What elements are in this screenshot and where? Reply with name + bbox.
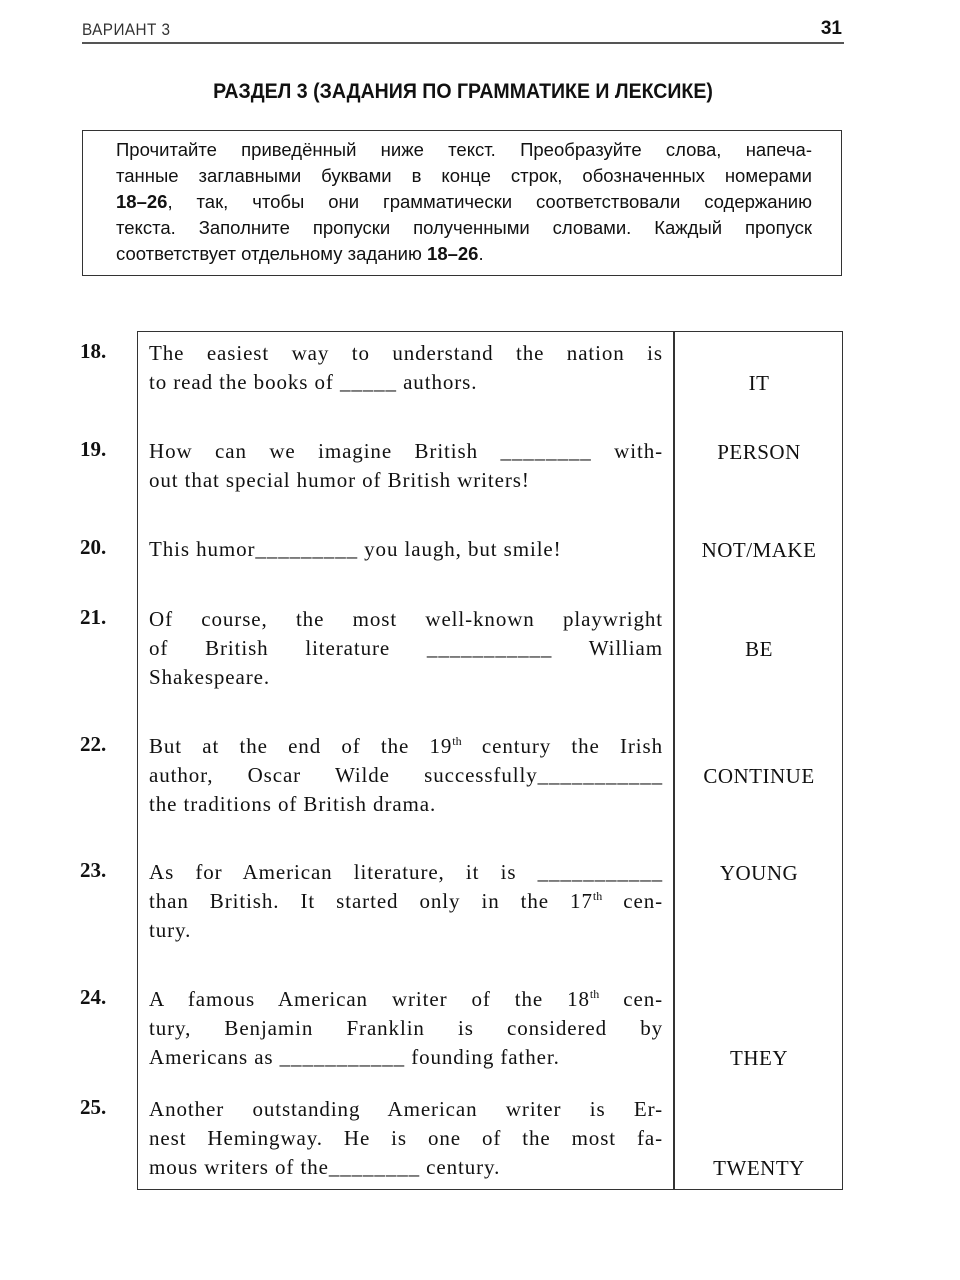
item-line [149,339,663,368]
item-keyword: THEY [730,1046,788,1070]
variant-label: ВАРИАНТ 3 [82,20,171,39]
superscript: th [452,734,462,748]
item-keyword: PERSON [717,440,801,464]
instructions-box [82,130,842,276]
text-segment: century the Irish [461,734,663,758]
text-segment: nest Hemingway. He is one of the most fa- [149,1126,663,1150]
instruction-line [116,139,812,161]
text-segment: . [478,243,484,264]
item-keyword: YOUNG [719,861,799,885]
item-number: 24. [80,985,107,1009]
text-segment: tury, Benjamin Franklin is considered by [149,1016,663,1040]
text-segment: cen- [599,987,663,1011]
item-keyword: BE [745,637,773,661]
text-segment: How can we imagine British ________ with- [149,439,663,463]
instruction-line [116,191,812,213]
bold-range: 18–26 [116,191,168,212]
text-segment: Another outstanding American writer is Er- [149,1097,663,1121]
text-segment: This humor_________ you laugh, but smile! [149,537,562,561]
item-line [149,605,663,634]
text-segment: out that special humor of British writers! [149,468,530,492]
instruction-line [116,217,812,239]
item-keyword: NOT/MAKE [701,538,817,562]
item-line [149,858,663,887]
item-line [149,1043,663,1072]
text-segment: As for American literature, it is ___________ [149,860,663,884]
item-line [149,916,663,945]
item-line [149,887,663,916]
superscript: th [589,987,600,1001]
section-title: РАЗДЕЛ 3 (ЗАДАНИЯ ПО ГРАММАТИКЕ И ЛЕКСИКЕ) [213,80,713,103]
item-text [149,437,663,495]
item-line [149,437,663,466]
text-segment: tury. [149,918,192,942]
item-number: 19. [80,437,107,461]
item-number: 18. [80,339,107,363]
item-line [149,663,663,692]
superscript: th [592,889,603,903]
text-segment: cen- [602,889,664,913]
item-line [149,466,663,495]
text-segment: Americans as ___________ founding father. [149,1045,560,1069]
text-segment: to read the books of _____ authors. [149,370,478,394]
item-text [149,535,663,564]
item-number: 23. [80,858,107,882]
text-segment: of British literature ___________ William [149,636,663,660]
text-segment: But at the end of the 19 [149,734,453,758]
item-keyword: TWENTY [713,1156,805,1180]
text-segment: Shakespeare. [149,665,270,689]
item-text [149,1095,663,1182]
item-line [149,535,663,564]
item-number: 22. [80,732,107,756]
item-number: 20. [80,535,107,559]
item-keyword: IT [748,371,770,395]
text-segment: Of course, the most well-known playwright [149,607,663,631]
item-line [149,790,663,819]
text-segment: the traditions of British drama. [149,792,437,816]
item-line [149,761,663,790]
item-number: 25. [80,1095,107,1119]
item-text [149,732,663,819]
item-text [149,605,663,692]
text-segment: , так, чтобы они грамматически соответствовали содержанию [167,191,812,212]
item-line [149,1014,663,1043]
item-number: 21. [80,605,107,629]
text-segment: A famous American writer of the 18 [149,987,590,1011]
instruction-line [116,165,812,187]
text-segment: Прочитайте приведённый ниже текст. Преобразуйте слова, напеча- [116,139,812,160]
text-segment: The easiest way to understand the nation is [149,341,663,365]
text-segment: author, Oscar Wilde successfully___________ [149,763,663,787]
item-keyword: CONTINUE [703,764,815,788]
instruction-line [116,243,812,265]
bold-range: 18–26 [427,243,479,264]
item-text [149,858,663,945]
item-line [149,634,663,663]
header-divider [82,42,844,44]
item-line [149,1153,663,1182]
text-segment: танные заглавными буквами в конце строк, обозначенных номерами [116,165,812,186]
item-line [149,1124,663,1153]
item-line [149,1095,663,1124]
item-line [149,732,663,761]
text-segment: mous writers of the________ century. [149,1155,501,1179]
text-segment: текста. Заполните пропуски полученными словами. Каждый пропуск [116,217,812,238]
item-text [149,339,663,397]
text-segment: than British. It started only in the 17 [149,889,593,913]
item-line [149,985,663,1014]
text-segment: соответствует отдельному заданию [116,243,428,264]
page-number: 31 [820,18,842,39]
item-text [149,985,663,1072]
item-line [149,368,663,397]
